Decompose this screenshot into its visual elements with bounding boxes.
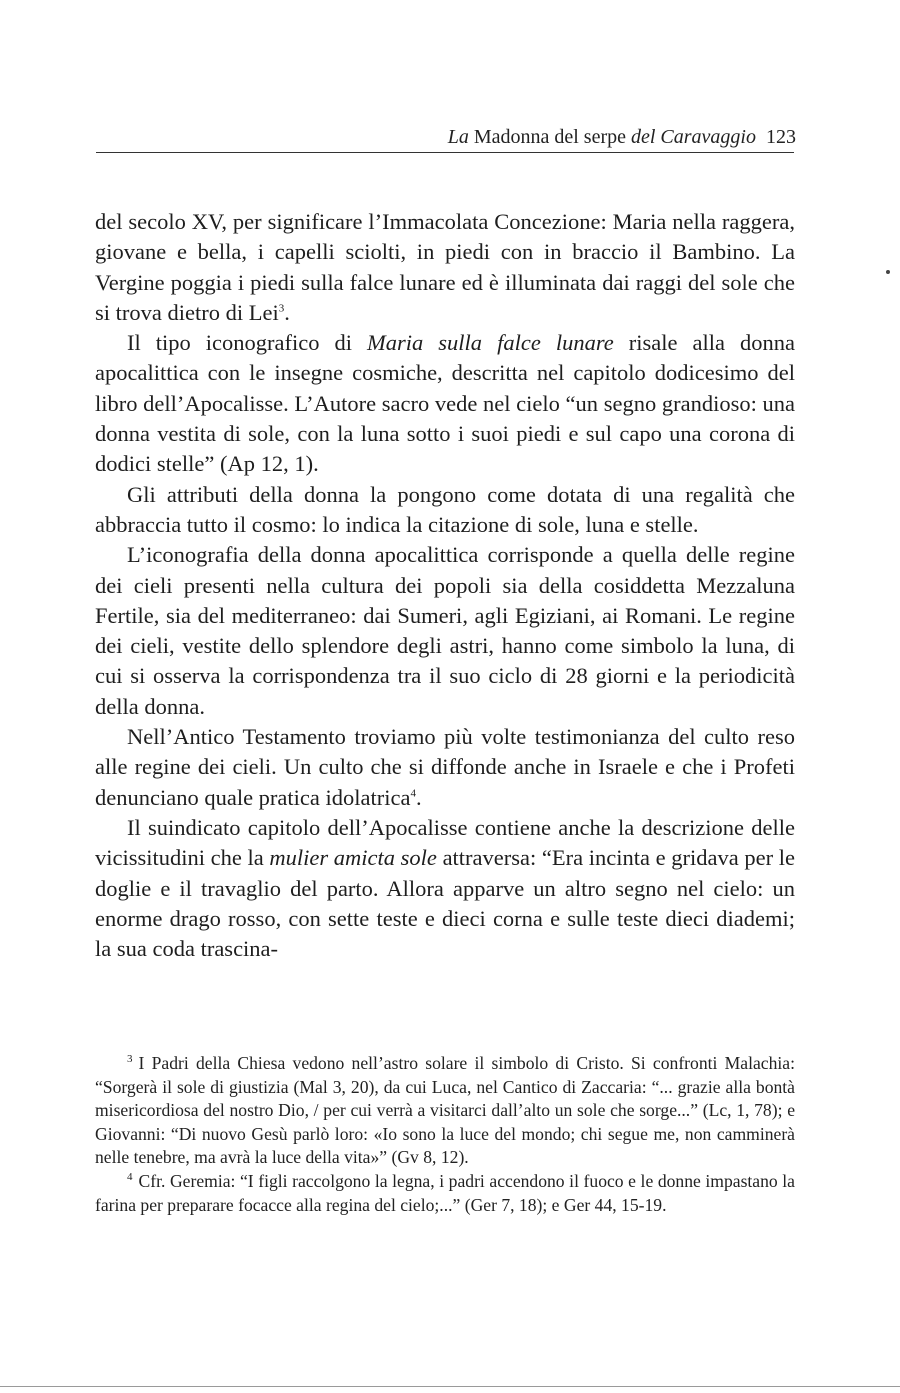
footnote-3-mark: 3 <box>127 1053 133 1066</box>
paragraph-3: Gli attributi della donna la pongono come dotata di una regalità che abbraccia tutto il cosmo: lo indica la citazione di sole, luna e stelle. <box>95 481 795 537</box>
running-head-roman: Madonna del serpe <box>468 126 631 148</box>
paragraph-2-italic: Maria sulla falce lunare <box>367 330 614 356</box>
paragraph-1-text: del secolo XV, per significare l’Immacolata Concezione: Maria nella raggera, giovane e bella, i capelli sciolti, in piedi con in braccio il Bambino. La Vergine poggia i piedi sulla falce lunare ed è illuminata dai raggi del sole che si trova dietro di Lei <box>95 209 795 325</box>
paragraph-5-text: Nell’Antico Testamento troviamo più volte testimonianza del culto reso alle regine dei cieli. Un culto che si diffonde anche in Israele e che i Profeti denunciano quale pratica idolatrica <box>95 724 795 810</box>
header-rule <box>96 152 794 153</box>
footnote-ref-3[interactable]: 3 <box>278 302 285 315</box>
paragraph-1 <box>95 207 795 328</box>
footnotes <box>95 1052 795 1217</box>
paragraph-5 <box>95 722 795 813</box>
running-head <box>96 124 796 150</box>
footnote-3-text: I Padri della Chiesa vedono nell’astro solare il simbolo di Cristo. Si confronti Malachia: “Sorgerà il sole di giustizia (Mal 3, 20), da cui Luca, nel Cantico di Zaccaria: “... grazie alla bontà misericordiosa del nostro Dio, / per cui verrà a visitarci dall’alto un sole che sorge...” (Lc, 1, 78); e Giovanni: “Di nuovo Gesù parlò loro: «Io sono la luce del mondo; chi segue me, non camminerà nelle tenebre, ma avrà la luce della vita»” (Gv 8, 12). <box>95 1053 795 1168</box>
paragraph-6 <box>95 813 795 964</box>
paragraph-2-lead: Il tipo iconografico di <box>127 330 368 356</box>
footnote-4 <box>95 1170 795 1217</box>
scan-bottom-edge <box>0 1386 900 1387</box>
paragraph-5-end: . <box>415 784 422 810</box>
body-text <box>95 207 795 964</box>
running-head-italic-1: La <box>447 126 469 148</box>
paragraph-2 <box>95 328 795 479</box>
page-number: 123 <box>766 126 796 148</box>
paragraph-6-italic: mulier amicta sole <box>269 845 437 871</box>
paragraph-2-rest: risale alla donna apocalittica con le insegne cosmiche, descritta nel capitolo dodicesimo del libro dell’Apocalisse. L’Autore sacro vede nel cielo “un segno grandioso: una donna vestita di sole, con la luna sotto i suoi piedi e sul capo una corona di dodici stelle” (Ap 12, 1). <box>95 330 795 477</box>
paragraph-1-end: . <box>284 299 290 325</box>
running-head-italic-2: del Caravaggio <box>631 126 756 148</box>
footnote-ref-4[interactable]: 4 <box>410 787 416 800</box>
footnote-4-mark: 4 <box>127 1171 133 1184</box>
paragraph-4: L’iconografia della donna apocalittica corrisponde a quella delle regine dei cieli presenti nella cultura dei popoli sia della cosiddetta Mezzaluna Fertile, sia del mediterraneo: dai Sumeri, agli Egiziani, ai Romani. Le regine dei cieli, vestite dello splendore degli astri, hanno come simbolo la luna, di cui si osserva la corrispondenza tra il suo ciclo di 28 giorni e la periodicità della donna. <box>95 542 795 719</box>
footnote-3 <box>95 1052 795 1170</box>
paragraph-6-rest: attraversa: “Era incinta e gridava per le doglie e il travaglio del parto. Allora apparve un altro segno nel cielo: un enorme drago rosso, con sette teste e dieci corna e sulle teste dieci diademi; la sua coda trascina- <box>95 845 795 962</box>
footnote-4-text: Cfr. Geremia: “I figli raccolgono la legna, i padri accendono il fuoco e le donne impastano la farina per preparare focacce alla regina del cielo;...” (Ger 7, 18); e Ger 44, 15-19. <box>95 1170 795 1215</box>
scan-speck <box>886 270 890 274</box>
paragraph-6-lead: Il suindicato capitolo dell’Apocalisse contiene anche la descrizione delle vicissitudini che la <box>95 814 795 871</box>
